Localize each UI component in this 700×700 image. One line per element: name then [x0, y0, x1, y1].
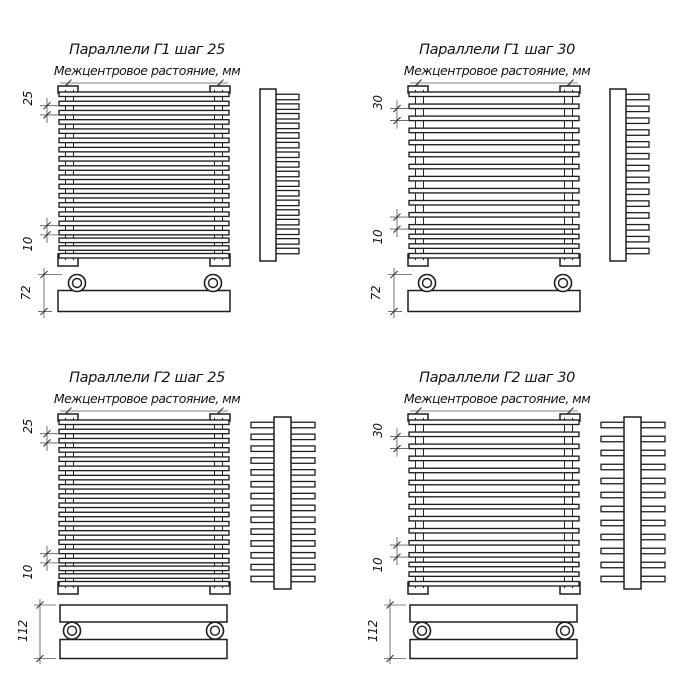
- radiator-bar: [59, 120, 229, 125]
- side-tube: [640, 534, 665, 540]
- side-tube: [601, 562, 627, 568]
- side-tube: [601, 548, 627, 554]
- radiator-bar: [59, 254, 229, 259]
- side-tube: [251, 422, 277, 428]
- radiator-bar: [59, 429, 229, 434]
- depth-dimension-label: 72: [19, 285, 33, 301]
- step-dimension: [21, 419, 58, 451]
- side-tube: [251, 446, 277, 452]
- side-tube: [290, 434, 315, 440]
- side-tube: [251, 553, 277, 559]
- radiator-bar: [409, 213, 579, 218]
- side-tube: [290, 422, 315, 428]
- step-dimension-label: 25: [21, 91, 35, 106]
- center-distance-label: Межцентровое растояние, мм: [53, 63, 241, 78]
- radiator-bar: [59, 448, 229, 453]
- radiator-bar: [409, 541, 579, 546]
- side-tube: [601, 464, 627, 470]
- side-collector: [274, 417, 291, 589]
- step-dimension: [21, 91, 58, 123]
- center-distance-label: Межцентровое растояние, мм: [403, 391, 591, 406]
- step-dimension-label: 30: [371, 95, 385, 110]
- radiator-bar: [59, 230, 229, 235]
- side-tube: [290, 541, 315, 547]
- gap-dimension-label: 10: [21, 236, 35, 252]
- radiator-bar: [59, 138, 229, 143]
- panel-title: Параллели Г2 шаг 30: [419, 370, 575, 386]
- radiator-bar: [409, 234, 579, 239]
- side-collector: [610, 89, 626, 261]
- radiator-bar: [59, 540, 229, 545]
- radiator-bar: [59, 175, 229, 180]
- radiator-bar: [59, 221, 229, 226]
- panel-g1-step30: [369, 42, 649, 318]
- side-tube: [640, 450, 665, 456]
- radiator-bar: [409, 582, 579, 587]
- front-view: [58, 86, 230, 266]
- radiator-bar: [409, 420, 579, 425]
- side-tube: [290, 481, 315, 487]
- side-tube: [601, 422, 627, 428]
- radiator-bar: [409, 553, 579, 558]
- center-distance-dimension: [60, 80, 228, 91]
- radiator-bar: [59, 574, 229, 579]
- center-distance-dimension: [410, 408, 578, 419]
- side-tube: [290, 493, 315, 499]
- radiator-bar: [59, 494, 229, 499]
- side-tube: [251, 493, 277, 499]
- side-tube: [601, 576, 627, 582]
- side-tube: [640, 436, 665, 442]
- side-tube: [290, 505, 315, 511]
- radiator-bar: [59, 92, 229, 97]
- side-tube: [290, 553, 315, 559]
- radiator-bar: [59, 101, 229, 106]
- bottom-section-view: [58, 275, 230, 312]
- collector-tube-inner-circle: [423, 279, 432, 288]
- side-tube: [601, 436, 627, 442]
- side-view: [601, 417, 665, 589]
- side-tube: [640, 562, 665, 568]
- side-tube: [640, 464, 665, 470]
- radiator-bar: [59, 485, 229, 490]
- radiator-bar: [59, 157, 229, 162]
- collector-tube-inner-circle: [559, 279, 568, 288]
- panel-g2-step30: [366, 370, 665, 664]
- side-tube: [251, 576, 277, 582]
- radiator-bar: [409, 504, 579, 509]
- radiator-bar: [409, 516, 579, 521]
- radiator-bar: [59, 438, 229, 443]
- radiator-bar: [59, 466, 229, 471]
- side-tube: [290, 458, 315, 464]
- side-tube: [251, 434, 277, 440]
- radiator-bar: [59, 238, 229, 243]
- side-tube: [601, 492, 627, 498]
- side-tube: [640, 422, 665, 428]
- radiator-bar: [409, 92, 579, 97]
- radiator-bar: [409, 200, 579, 205]
- collector-tube-inner-circle: [561, 626, 570, 635]
- radiator-bar: [409, 254, 579, 259]
- side-collector: [624, 417, 641, 589]
- side-collector: [260, 89, 276, 261]
- side-tube: [251, 541, 277, 547]
- panel-title: Параллели Г1 шаг 25: [69, 42, 225, 58]
- radiator-bar: [59, 457, 229, 462]
- side-tube: [290, 446, 315, 452]
- radiator-bar: [409, 104, 579, 109]
- radiator-bar: [59, 166, 229, 171]
- side-tube: [290, 564, 315, 570]
- depth-dimension: [369, 268, 412, 318]
- side-tube: [640, 576, 665, 582]
- radiator-bar: [409, 432, 579, 437]
- radiator-bar: [409, 176, 579, 181]
- center-distance-dimension: [410, 80, 578, 91]
- center-distance-label: Межцентровое растояние, мм: [403, 63, 591, 78]
- front-view: [408, 86, 580, 266]
- side-view: [260, 89, 299, 261]
- panel-g1-step25: [19, 42, 299, 318]
- radiator-bar: [59, 503, 229, 508]
- radiator-bar: [59, 549, 229, 554]
- gap-dimension: [371, 209, 408, 244]
- radiator-bar: [409, 164, 579, 169]
- step-dimension-label: 25: [21, 419, 35, 434]
- radiator-bar: [59, 475, 229, 480]
- bottom-housing-back: [410, 640, 577, 659]
- collector-tube-inner-circle: [418, 626, 427, 635]
- gap-dimension-label: 10: [371, 557, 385, 573]
- bottom-housing-front: [60, 605, 227, 622]
- side-tube: [290, 576, 315, 582]
- radiator-bar: [59, 566, 229, 571]
- radiator-bar: [409, 562, 579, 567]
- radiator-bar: [59, 582, 229, 587]
- side-tube: [251, 470, 277, 476]
- side-view: [251, 417, 315, 589]
- step-dimension-label: 30: [371, 423, 385, 438]
- bottom-housing: [408, 291, 580, 312]
- depth-dimension-label: 72: [369, 285, 383, 301]
- radiator-bar: [59, 129, 229, 134]
- side-tube: [251, 505, 277, 511]
- radiator-bar: [409, 128, 579, 133]
- side-tube: [601, 506, 627, 512]
- side-tube: [640, 506, 665, 512]
- radiator-bar: [409, 244, 579, 249]
- gap-dimension: [21, 218, 58, 252]
- radiator-bar: [59, 147, 229, 152]
- gap-dimension-label: 10: [21, 564, 35, 580]
- panel-g2-step25: [16, 370, 315, 664]
- side-tube: [601, 520, 627, 526]
- radiator-bar: [59, 246, 229, 251]
- collector-tube-inner-circle: [73, 279, 82, 288]
- step-dimension: [371, 423, 408, 457]
- radiator-bar: [409, 468, 579, 473]
- radiator-bar: [409, 572, 579, 577]
- radiator-bar: [409, 492, 579, 497]
- radiator-bar: [59, 203, 229, 208]
- front-view: [408, 414, 580, 594]
- radiator-bar: [409, 528, 579, 533]
- step-dimension: [371, 95, 408, 129]
- side-tube: [251, 529, 277, 535]
- bottom-housing-front: [410, 605, 577, 622]
- side-tube: [290, 529, 315, 535]
- side-view: [610, 89, 649, 261]
- gap-dimension-label: 10: [371, 229, 385, 245]
- side-tube: [640, 548, 665, 554]
- bottom-section-view: [410, 605, 577, 659]
- depth-dimension: [19, 268, 62, 318]
- radiator-bar: [409, 480, 579, 485]
- front-view: [58, 414, 230, 594]
- radiator-bar: [59, 212, 229, 217]
- radiator-bar: [409, 140, 579, 145]
- radiator-bar: [59, 184, 229, 189]
- side-tube: [601, 450, 627, 456]
- radiator-bar: [59, 110, 229, 115]
- side-tube: [601, 534, 627, 540]
- radiator-bar: [59, 193, 229, 198]
- depth-dimension-label: 112: [16, 619, 30, 643]
- radiator-bar: [409, 444, 579, 449]
- bottom-section-view: [60, 605, 227, 659]
- side-tube: [251, 517, 277, 523]
- side-tube: [640, 478, 665, 484]
- radiator-bar: [409, 116, 579, 121]
- side-tube: [251, 458, 277, 464]
- depth-dimension-label: 112: [366, 619, 380, 643]
- side-tube: [290, 470, 315, 476]
- radiator-bar: [409, 188, 579, 193]
- radiator-bar: [59, 521, 229, 526]
- side-tube: [251, 481, 277, 487]
- panel-title: Параллели Г2 шаг 25: [69, 370, 225, 386]
- gap-dimension: [21, 546, 58, 580]
- side-tube: [640, 520, 665, 526]
- panel-title: Параллели Г1 шаг 30: [419, 42, 575, 58]
- bottom-section-view: [408, 275, 580, 312]
- radiator-bar: [409, 456, 579, 461]
- collector-tube-inner-circle: [209, 279, 218, 288]
- radiator-bar: [59, 558, 229, 563]
- side-tube: [290, 517, 315, 523]
- collector-tube-inner-circle: [68, 626, 77, 635]
- radiator-bar: [409, 225, 579, 230]
- radiator-bar: [59, 531, 229, 536]
- depth-dimension: [366, 599, 406, 664]
- center-distance-label: Межцентровое растояние, мм: [53, 391, 241, 406]
- collector-tube-inner-circle: [211, 626, 220, 635]
- side-tube: [601, 478, 627, 484]
- side-tube: [640, 492, 665, 498]
- radiator-bar: [59, 420, 229, 425]
- gap-dimension: [371, 537, 408, 572]
- depth-dimension: [16, 599, 56, 664]
- radiator-bar: [59, 512, 229, 517]
- center-distance-dimension: [60, 408, 228, 419]
- radiator-bar: [409, 152, 579, 157]
- bottom-housing-back: [60, 640, 227, 659]
- bottom-housing: [58, 291, 230, 312]
- side-tube: [251, 564, 277, 570]
